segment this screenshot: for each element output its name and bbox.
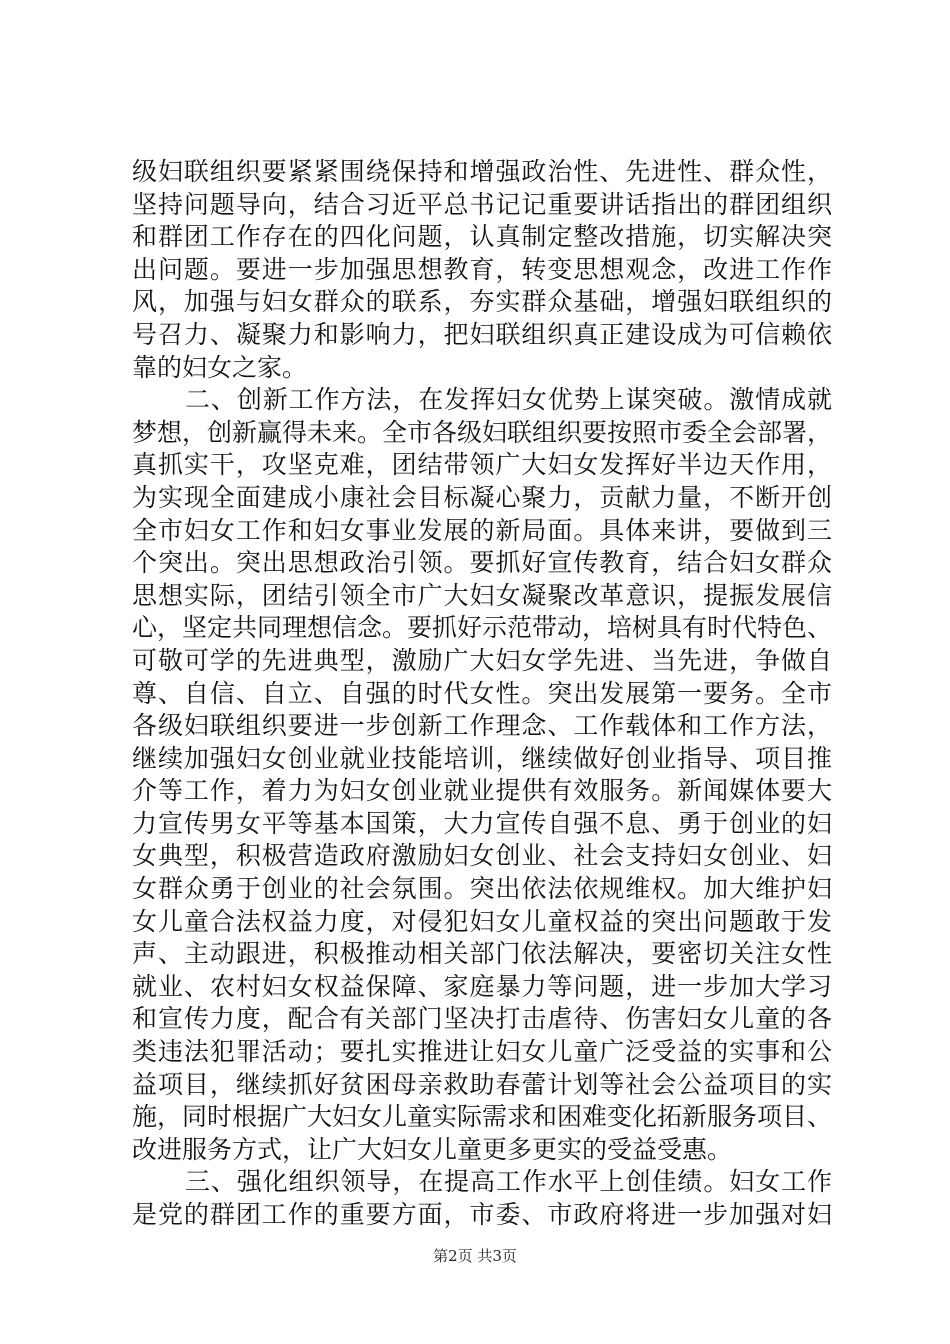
text-line: 各级妇联组织要进一步创新工作理念、工作载体和工作方法， (132, 711, 832, 741)
text-line: 介等工作，着力为妇女创业就业提供有效服务。新闻媒体要大 (132, 776, 832, 806)
text-line: 梦想，创新赢得未来。全市各级妇联组织要按照市委全会部署， (132, 417, 832, 447)
text-line: 靠的妇女之家。 (132, 352, 308, 382)
text-line: 力宣传男女平等基本国策，大力宣传自强不息、勇于创业的妇 (132, 808, 832, 838)
text-line: 全市妇女工作和妇女事业发展的新局面。具体来讲，要做到三 (132, 515, 832, 545)
text-line: 改进服务方式，让广大妇女儿童更多更实的受益受惠。 (132, 1134, 733, 1164)
text-line: 和群团工作存在的四化问题，认真制定整改措施，切实解决突 (132, 222, 832, 252)
page-footer: 第2页 共3页 (433, 1247, 517, 1265)
text-line: 三、强化组织领导，在提高工作水平上创佳绩。妇女工作 (185, 1167, 832, 1197)
text-line: 风，加强与妇女群众的联系，夯实群众基础，增强妇联组织的 (132, 287, 832, 317)
text-line: 就业、农村妇女权益保障、家庭暴力等问题，进一步加大学习 (132, 971, 832, 1001)
text-line: 真抓实干，攻坚克难，团结带领广大妇女发挥好半边天作用， (132, 450, 832, 480)
text-line: 女儿童合法权益力度，对侵犯妇女儿童权益的突出问题敢于发 (132, 906, 832, 936)
text-line: 是党的群团工作的重要方面，市委、市政府将进一步加强对妇 (132, 1200, 832, 1229)
text-line: 益项目，继续抓好贫困母亲救助春蕾计划等社会公益项目的实 (132, 1069, 832, 1099)
text-line: 声、主动跟进，积极推动相关部门依法解决，要密切关注女性 (132, 939, 832, 969)
text-line: 和宣传力度，配合有关部门坚决打击虐待、伤害妇女儿童的各 (132, 1004, 832, 1034)
text-line: 尊、自信、自立、自强的时代女性。突出发展第一要务。全市 (132, 678, 832, 708)
text-line: 施，同时根据广大妇女儿童实际需求和困难变化拓新服务项目、 (132, 1102, 832, 1132)
text-line: 女典型，积极营造政府激励妇女创业、社会支持妇女创业、妇 (132, 841, 832, 871)
text-line: 个突出。突出思想政治引领。要抓好宣传教育，结合妇女群众 (132, 548, 832, 578)
text-line: 继续加强妇女创业就业技能培训，继续做好创业指导、项目推 (132, 743, 832, 773)
text-line: 二、创新工作方法，在发挥妇女优势上谋突破。激情成就 (185, 385, 832, 415)
document-body (132, 156, 832, 1232)
text-line: 可敬可学的先进典型，激励广大妇女学先进、当先进，争做自 (132, 645, 832, 675)
text-line: 出问题。要进一步加强思想教育，转变思想观念，改进工作作 (132, 254, 832, 284)
text-line: 号召力、凝聚力和影响力，把妇联组织真正建设成为可信赖依 (132, 319, 832, 349)
text-line: 为实现全面建成小康社会目标凝心聚力，贡献力量，不断开创 (132, 482, 832, 512)
text-line: 级妇联组织要紧紧围绕保持和增强政治性、先进性、群众性， (132, 157, 832, 186)
text-line: 坚持问题导向，结合习近平总书记记重要讲话指出的群团组织 (132, 189, 832, 219)
text-line: 女群众勇于创业的社会氛围。突出依法依规维权。加大维护妇 (132, 874, 832, 904)
text-line: 类违法犯罪活动；要扎实推进让妇女儿童广泛受益的实事和公 (132, 1037, 832, 1067)
text-line: 思想实际，团结引领全市广大妇女凝聚改革意识，提振发展信 (132, 580, 832, 610)
text-line: 心，坚定共同理想信念。要抓好示范带动，培树具有时代特色、 (132, 613, 832, 643)
